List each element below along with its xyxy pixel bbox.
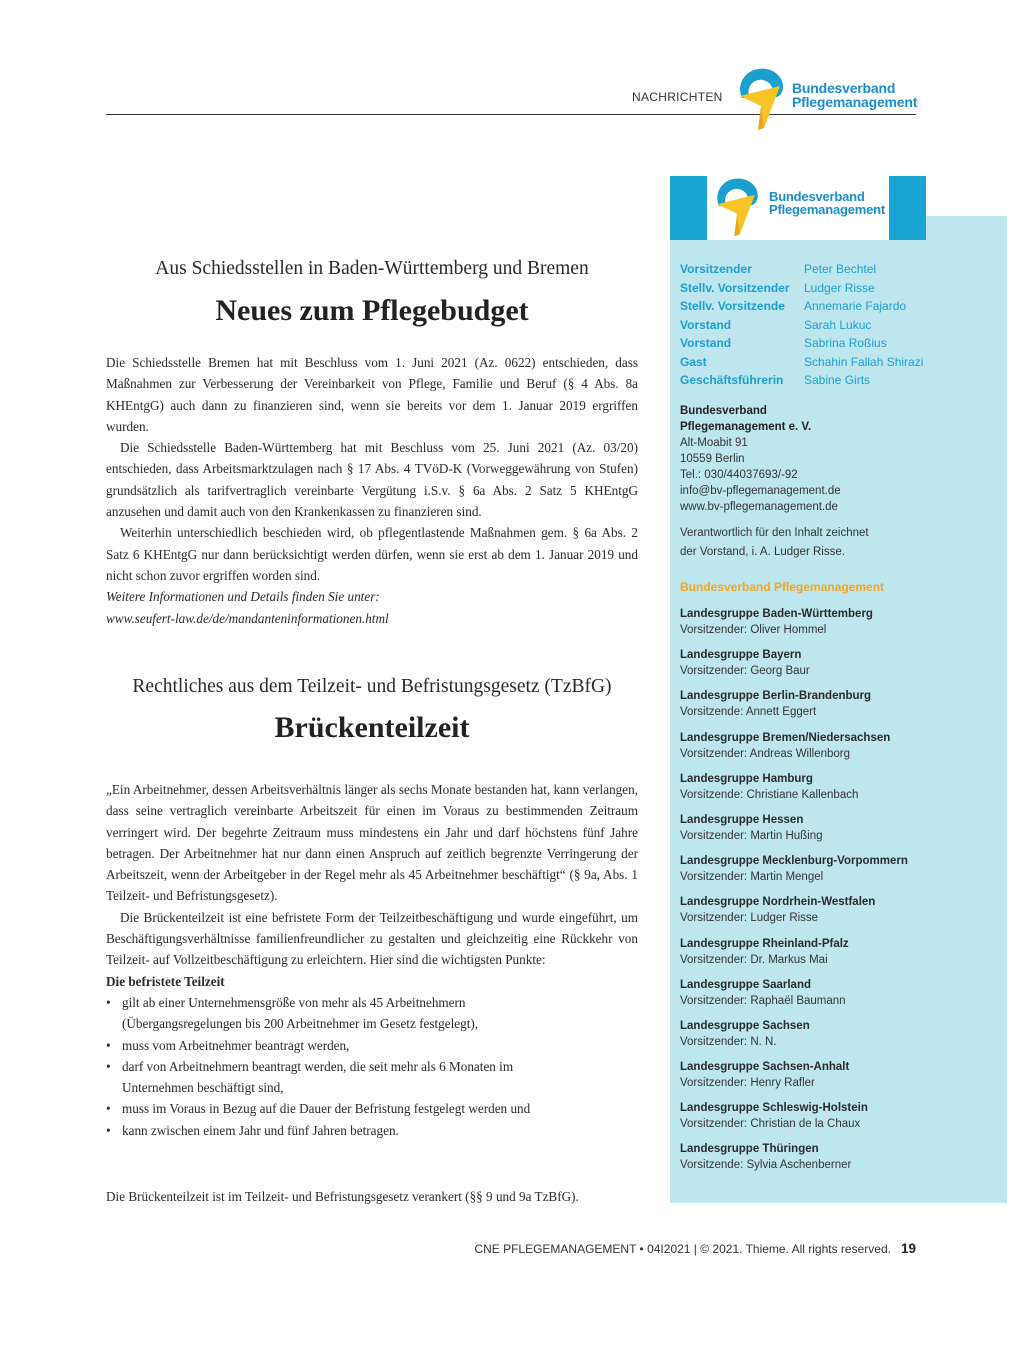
article2-closing-wrap [106,1186,638,1207]
article2-bullet-list [106,992,638,1141]
board-row [680,297,1000,316]
list-item [680,771,1000,812]
logo-line-2: Pflegemanagement [792,94,918,110]
board-name: Sarah Lukuc [804,317,872,332]
article2-kicker: Rechtliches aus dem Teilzeit- und Befristungsgesetz (TzBfG) [132,676,612,697]
board-role: Vorstand [680,317,732,332]
group-name: Landesgruppe Sachsen [680,1019,810,1032]
board-name: Ludger Risse [804,280,875,295]
article1-kicker: Aus Schiedsstellen in Baden-Württemberg und Bremen [155,258,589,279]
board-row [680,334,1000,353]
group-name: Landesgruppe Bayern [680,649,802,662]
list-item [680,1141,1000,1182]
article1-link[interactable]: www.seufert-law.de/de/mandanteninformationen.html [106,610,389,626]
list-item: • gilt ab einer Unternehmensgröße von mehr als 45 Arbeitnehmern (Übergangsregelungen bis 200 Arbeitnehmer im Gesetz festgelegt), [106,992,638,1035]
group-chair: Vorsitzender: Christian de la Chaux [680,1118,861,1131]
group-name: Landesgruppe Nordrhein-Westfalen [680,896,876,909]
header-logo [734,66,917,134]
group-name: Landesgruppe Rheinland-Pfalz [680,937,849,950]
bird-logo-icon [711,176,763,240]
address-tel: Tel.: 030/44037693/-92 [680,469,798,481]
regional-groups-list [680,606,1000,1183]
board-row [680,371,1000,390]
sidebar-logo [711,176,885,240]
board-row [680,260,1000,279]
board-name: Sabine Girts [804,373,871,387]
list-item: • kann zwischen einem Jahr und fünf Jahren betragen. [106,1120,638,1141]
address-city: 10559 Berlin [680,453,745,465]
address-block [680,403,1000,515]
logo-line-1: Bundesverband [792,79,896,96]
group-chair: Vorsitzender: Andreas Willenborg [680,747,851,760]
list-item [680,812,1000,853]
group-chair: Vorsitzender: Henry Rafler [680,1077,815,1090]
group-name: Landesgruppe Sachsen-Anhalt [680,1061,850,1074]
bird-logo-icon [734,66,788,134]
board-name: Annemarie Fajardo [804,299,907,313]
article1-paragraph-1: Die Schiedsstelle Bremen hat mit Beschluss vom 1. Juni 2021 (Az. 0622) entschieden, dass Maßnahmen zur Verbesserung der Vereinbarkeit von Pflege, Familie und Beruf (§ 4 Abs. 8a KHEntgG) auch dann zu finanzieren sind, wenn sie bereits vor dem 1. Januar 2019 ergriffen wurden. [106,355,638,434]
group-name: Landesgruppe Berlin-Brandenburg [680,690,872,703]
group-chair: Vorsitzender: Raphaël Baumann [680,994,846,1007]
board-row [680,279,1000,298]
page-footer [474,1241,916,1256]
board-role: Stellv. Vorsitzender [680,280,790,295]
list-item [680,977,1000,1018]
board-row [680,353,1000,372]
list-item [680,936,1000,977]
address-org-1: Bundesverband [680,405,767,417]
group-name: Landesgruppe Hessen [680,813,804,826]
list-item [680,894,1000,935]
group-name: Landesgruppe Baden-Württemberg [680,608,873,620]
board-role: Gast [680,354,707,369]
article1-paragraph-2: Die Schiedsstelle Baden-Württemberg hat mit Beschluss vom 25. Juni 2021 (Az. 03/20) entschieden, dass Arbeitsmarktzulagen nach § 17 Abs. 4 TVöD-K (Vorweggewährung von Stufen) grundsätzlich als tarifvertraglich vereinbarte Vergütung i.S.v. § 6a Abs. 2 Satz 5 KHEntgG anzusehen und damit auch von den Krankenkassen zu finanzieren sind. [106,440,638,520]
board-role: Stellv. Vorsitzende [680,299,785,313]
sidebar-logo-line-1: Bundesverband [769,188,865,204]
list-item: • darf von Arbeitnehmern beantragt werden, die seit mehr als 6 Monaten im Unternehmen beschäftigt sind, [106,1056,638,1099]
board-name: Schahin Fallah Shirazi [804,354,924,369]
article2-headline: Brückenteilzeit [274,711,470,744]
article1-paragraph-3: Weiterhin unterschiedlich beschieden wird, ob pflegentlastende Maßnahmen gem. § 6a Abs. 2 Satz 6 KHEntgG nur dann berücksichtigt werden dürfen, wenn sie erst ab dem 1. Januar 2019 und nicht schon zuvor ergriffen worden sind. [106,525,638,583]
list-item [680,730,1000,771]
board-name: Peter Bechtel [804,262,877,276]
responsible-line-2: der Vorstand, i. A. Ludger Risse. [680,546,845,558]
board-row [680,316,1000,335]
responsible-note [680,524,1000,562]
list-item [680,1100,1000,1141]
group-chair: Vorsitzender: Ludger Risse [680,912,819,925]
list-item [680,647,1000,688]
board-role: Vorsitzender [680,262,752,276]
article2-body [106,779,638,1141]
board-name: Sabrina Roßius [804,336,887,350]
group-name: Landesgruppe Mecklenburg-Vorpommern [680,855,908,868]
list-item [680,688,1000,729]
responsible-line-1: Verantwortlich für den Inhalt zeichnet [680,527,869,539]
group-chair: Vorsitzender: Dr. Markus Mai [680,953,828,966]
article1-body [106,352,638,629]
group-name: Landesgruppe Schleswig-Holstein [680,1102,868,1115]
list-item [680,853,1000,894]
groups-title: Bundesverband Pflegemanagement [680,580,885,594]
group-chair: Vorsitzender: Martin Mengel [680,871,824,884]
address-web[interactable]: www.bv-pflegemanagement.de [680,501,838,513]
list-item [680,1018,1000,1059]
article2-closing: Die Brückenteilzeit ist im Teilzeit- und Befristungsgesetz verankert (§§ 9 und 9a TzBfG). [106,1189,579,1204]
list-item: • muss im Voraus in Bezug auf die Dauer der Befristung festgelegt werden und [106,1098,638,1119]
group-name: Landesgruppe Saarland [680,978,812,991]
group-chair: Vorsitzender: N. N. [680,1035,777,1048]
page-number: 19 [900,1241,916,1256]
article2-subheading: Die befristete Teilzeit [106,973,225,989]
footer-text: CNE PFLEGEMANAGEMENT • 04I2021 | © 2021. Thieme. All rights reserved. [474,1242,891,1256]
board-list [680,260,1000,390]
address-email[interactable]: info@bv-pflegemanagement.de [680,485,841,497]
group-name: Landesgruppe Bremen/Niedersachsen [680,731,891,744]
board-role: Geschäftsführerin [680,373,784,387]
group-chair: Vorsitzende: Annett Eggert [680,706,817,719]
group-name: Landesgruppe Hamburg [680,772,813,785]
list-item [680,1059,1000,1100]
address-org-2: Pflegemanagement e. V. [680,421,812,433]
article1-headline: Neues zum Pflegebudget [215,294,529,327]
group-chair: Vorsitzende: Sylvia Aschenberner [680,1159,852,1172]
group-chair: Vorsitzender: Oliver Hommel [680,624,827,636]
address-street: Alt-Moabit 91 [680,437,748,449]
list-item [680,606,1000,647]
group-chair: Vorsitzender: Georg Baur [680,665,810,678]
section-label: NACHRICHTEN [632,90,723,104]
list-item: • muss vom Arbeitnehmer beantragt werden, [106,1035,638,1056]
group-chair: Vorsitzender: Martin Hußing [680,829,823,842]
board-role: Vorstand [680,336,732,350]
group-name: Landesgruppe Thüringen [680,1143,819,1156]
sidebar-logo-line-2: Pflegemanagement [769,202,886,217]
article1-more-info: Weitere Informationen und Details finden Sie unter: [106,589,380,605]
article2-paragraph-2: Die Brückenteilzeit ist eine befristete Form der Teilzeitbeschäftigung und wurde eingeführt, um Beschäftigungsverhältnisse familienfreundlicher zu gestalten und gleichzeitig eine Rückkehr von Teilzeit- auf Vollzeitbeschäftigung zu erleichtern. Hier sind die wichtigsten Punkte: [106,909,638,968]
group-chair: Vorsitzende: Christiane Kallenbach [680,788,859,801]
article2-paragraph-1: „Ein Arbeitnehmer, dessen Arbeitsverhältnis länger als sechs Monate bestanden hat, kann verlangen, dass seine vertraglich vereinbarte Arbeitszeit für einen im Voraus zu bestimmenden Zeitraum verringert wird. Der begehrte Zeitraum muss mindestens ein Jahr und darf höchstens fünf Jahre betragen. Der Arbeitnehmer hat nur dann einen Anspruch auf zeitlich begrenzte Verringerung der Arbeitszeit, wenn der Arbeitgeber in der Regel mehr als 45 Arbeitnehmer beschäftigt“ (§ 9a, Abs. 1 Teilzeit- und Befristungsgesetz). [106,782,638,904]
